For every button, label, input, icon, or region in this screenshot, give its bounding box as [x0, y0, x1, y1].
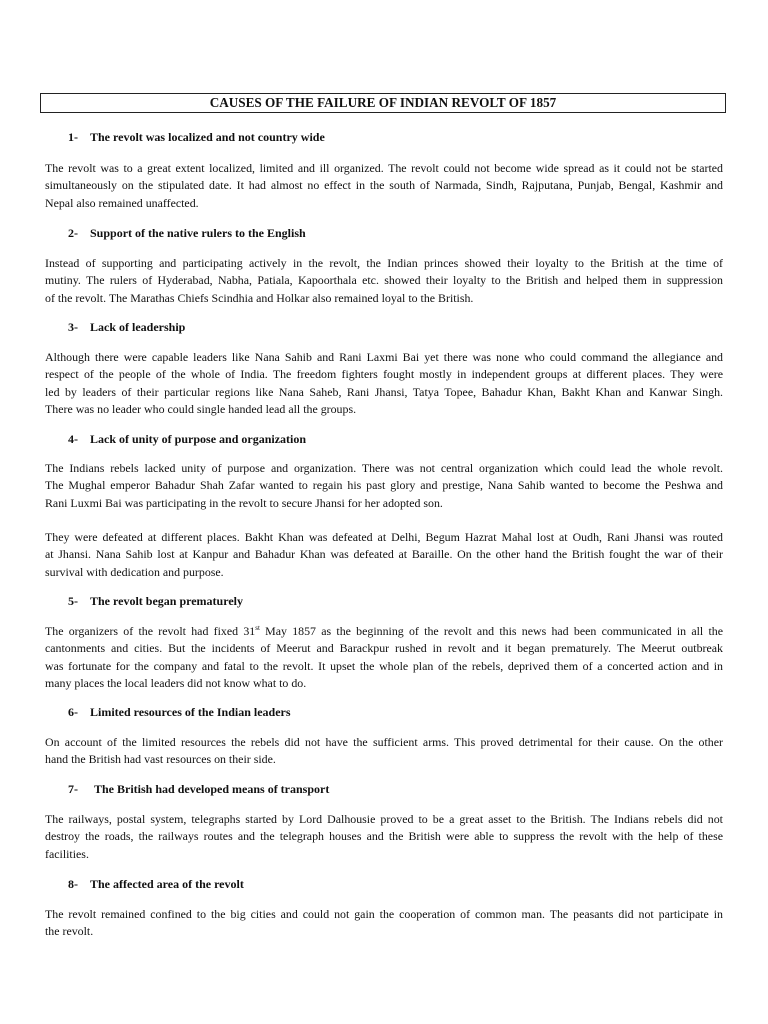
section-heading-text: Lack of unity of purpose and organization: [90, 432, 307, 446]
section-number: 4-: [68, 432, 78, 446]
section-number: 2-: [68, 226, 78, 240]
paragraph-line: led by leaders of their particular regions like Nana Saheb, Rani Jhansi, Tatya Topee, Bahadur Khan, Bakht Khan and Kanwar Singh.: [45, 384, 723, 399]
section-heading-1: [68, 130, 325, 145]
paragraph-line: The railways, postal system, telegraphs started by Lord Dalhousie proved to be a great asset to the British. The Indians rebels did not: [45, 812, 723, 826]
paragraph-line: There was no leader who could single handed lead all the groups.: [45, 401, 357, 416]
paragraph-line: On account of the limited resources the rebels did not have the sufficient arms. This proved detrimental for their cause. On the other: [45, 735, 723, 749]
paragraph-line: The Indians rebels lacked unity of purpose and organization. There was not central organization which could lead the whole revolt.: [45, 461, 723, 475]
section-number: 5-: [68, 594, 78, 608]
section-paragraph: [45, 734, 723, 769]
paragraph-line: was fortunate for the company and fatal to the revolt. It upset the whole plan of the rebels, deprived them of a concerted action and in: [45, 658, 723, 673]
section-heading-text: Support of the native rulers to the English: [90, 226, 306, 240]
paragraph-line: The Mughal emperor Bahadur Shah Zafar wanted to regain his past glory and prestige, Nana Sahib wanted to become the Peshwa and: [45, 478, 723, 493]
paragraph-line: Although there were capable leaders like Nana Sahib and Rani Laxmi Bai yet there was none who could command the allegiance and: [45, 350, 723, 364]
paragraph-line: many places the local leaders did not know what to do.: [45, 675, 307, 690]
section-number: 3-: [68, 320, 78, 334]
paragraph-line: They were defeated at different places. Bakht Khan was defeated at Delhi, Begum Hazrat Mahal lost at Oudh, Rani Jhansi was routed: [45, 530, 723, 544]
paragraph-line: simultaneously on the stipulated date. It had almost no effect in the south of Narmada, Sindh, Rajputana, Punjab, Bengal, Kashmir and: [45, 178, 723, 193]
paragraph-line: destroy the roads, the railways routes and the telegraph houses and the British were able to suppress the revolt with the help of these: [45, 829, 723, 844]
paragraph-line: cantonments and cities. But the incidents of Meerut and Barackpur rushed in revolt and it began prematurely. The Meerut outbreak: [45, 641, 723, 656]
section-paragraph: [45, 160, 723, 212]
paragraph-line: The organizers of the revolt had fixed 31st May 1857 as the beginning of the revolt and this news had been communicated in all the: [45, 624, 724, 638]
paragraph-line: respect of the people of the whole of India. The freedom fighters fought mostly in independent groups at different places. They were: [45, 367, 723, 382]
section-heading-text: The British had developed means of transport: [94, 782, 330, 796]
section-heading-text: The affected area of the revolt: [90, 877, 244, 891]
section-heading-text: The revolt was localized and not country wide: [90, 130, 325, 144]
paragraph-line: Nepal also remained unaffected.: [45, 195, 199, 210]
paragraph-line: Instead of supporting and participating actively in the revolt, the Indian princes showed their loyalty to the British at the time of: [45, 256, 723, 270]
section-paragraph: [45, 906, 723, 941]
paragraph-line: The revolt was to a great extent localized, limited and ill organized. The revolt could not become wide spread as it could not be started: [45, 161, 723, 175]
paragraph-line: hand the British had vast resources on their side.: [45, 752, 276, 767]
paragraph-line: The revolt remained confined to the big cities and could not gain the cooperation of common man. The peasants did not participate in: [45, 907, 723, 921]
section-heading-4: [68, 432, 306, 447]
section-heading-2: [68, 226, 306, 241]
paragraph-line: Rani Luxmi Bai was participating in the revolt to secure Jhansi for her adopted son.: [45, 495, 443, 510]
section-heading-text: The revolt began prematurely: [90, 594, 243, 608]
section-heading-text: Lack of leadership: [90, 320, 186, 334]
section-heading-8: [68, 877, 244, 892]
section-paragraph: [45, 529, 723, 581]
section-paragraph: [45, 349, 723, 418]
paragraph-line: facilities.: [45, 846, 89, 861]
section-number: 6-: [68, 705, 78, 719]
paragraph-line: of the revolt. The Marathas Chiefs Scindhia and Holkar also remained loyal to the British.: [45, 290, 474, 305]
section-number: 7-: [68, 782, 78, 796]
section-paragraph: [45, 255, 723, 307]
paragraph-line: survival with dedication and purpose.: [45, 564, 224, 579]
section-heading-5: [68, 594, 243, 609]
paragraph-line: at Jhansi. Nana Sahib lost at Kanpur and Bahadur Khan was defeated at Baraille. On the other hand the British fought the war of their: [45, 547, 723, 562]
section-heading-text: Limited resources of the Indian leaders: [90, 705, 291, 719]
section-paragraph: [45, 811, 723, 863]
section-number: 8-: [68, 877, 78, 891]
section-number: 1-: [68, 130, 78, 144]
paragraph-line: mutiny. The rulers of Hyderabad, Nabha, Patiala, Kapoorthala etc. showed their loyalty to the British and helped them in suppression: [45, 273, 723, 288]
section-heading-3: [68, 320, 185, 335]
document-title: CAUSES OF THE FAILURE OF INDIAN REVOLT OF 1857: [40, 93, 726, 113]
section-paragraph: [45, 460, 723, 512]
paragraph-line: the revolt.: [45, 924, 94, 939]
section-paragraph: [45, 623, 723, 692]
section-heading-7: [68, 782, 329, 797]
section-heading-6: [68, 705, 291, 720]
